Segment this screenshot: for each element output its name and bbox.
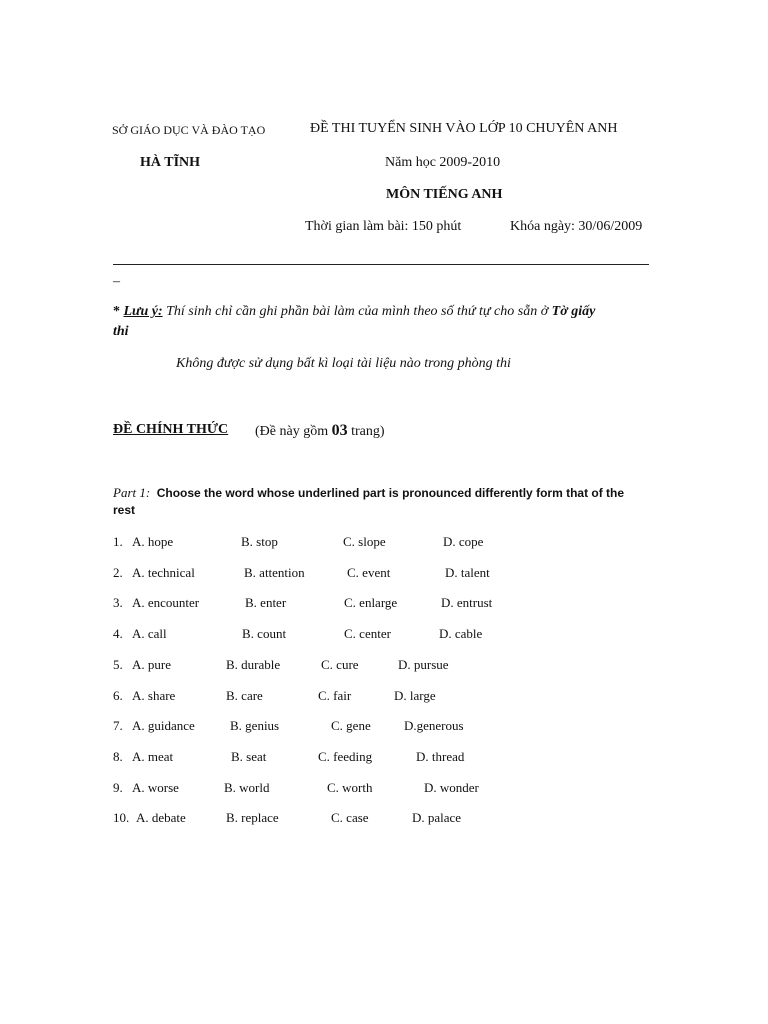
question-number: 9. <box>113 779 123 795</box>
note-line-1 <box>113 304 595 320</box>
question-number: 7. <box>113 718 123 734</box>
option-d: D. cable <box>439 626 483 642</box>
exam-date: Khóa ngày: 30/06/2009 <box>510 219 643 234</box>
school-year: Năm học 2009-2010 <box>385 155 501 170</box>
option-c: C. worth <box>327 779 373 795</box>
page-count-number: 03 <box>331 422 348 439</box>
official-label: ĐỀ CHÍNH THỨC <box>113 422 229 437</box>
question-number: 5. <box>113 656 123 672</box>
note-star: * <box>113 304 124 319</box>
part1-text: Choose the word whose underlined part is pronounced differently form that of the <box>156 486 625 500</box>
option-c: C. center <box>344 626 391 642</box>
option-c: C. case <box>331 810 369 826</box>
part1-text-cont: rest <box>113 503 136 517</box>
option-b: B. count <box>242 626 287 642</box>
department-name: SỞ GIÁO DỤC VÀ ĐÀO TẠO <box>112 123 266 137</box>
option-d: D. palace <box>412 810 462 826</box>
note-line-2: Không được sử dụng bất kì loại tài liệu nào trong phòng thi <box>176 356 511 371</box>
option-b: B. attention <box>244 564 305 580</box>
option-d: D. entrust <box>441 595 493 611</box>
option-d: D. thread <box>416 748 465 764</box>
option-a: A. worse <box>132 779 179 795</box>
exam-title: ĐỀ THI TUYỂN SINH VÀO LỚP 10 CHUYÊN ANH <box>310 121 618 136</box>
option-c: C. fair <box>318 687 352 703</box>
question-number: 1. <box>113 534 123 549</box>
page-count-suffix: trang) <box>347 424 385 439</box>
note-label: Lưu ý: <box>123 304 163 319</box>
question-number: 10. <box>113 810 130 826</box>
page-count <box>255 422 385 440</box>
question-number: 2. <box>113 564 123 580</box>
option-b: B. world <box>224 779 270 795</box>
question-number: 4. <box>113 626 123 642</box>
header-divider <box>113 264 649 265</box>
question-number: 8. <box>113 748 123 764</box>
subject-title: MÔN TIẾNG ANH <box>386 187 503 202</box>
option-a: A. hope <box>132 534 174 549</box>
part1-instruction <box>113 485 624 501</box>
option-c: C. enlarge <box>344 595 398 611</box>
note-answer-sheet: Tờ giấy <box>551 304 596 319</box>
note-answer-sheet-cont: thi <box>113 324 129 339</box>
option-c: C. feeding <box>318 748 373 764</box>
option-d: D. wonder <box>424 779 479 795</box>
option-d: D. large <box>394 687 436 703</box>
option-b: B. replace <box>226 810 279 826</box>
option-b: B. enter <box>245 595 287 611</box>
part1-label: Part 1: <box>113 485 151 500</box>
option-b: B. seat <box>231 748 267 764</box>
option-d: D.generous <box>404 718 464 734</box>
option-a: A. guidance <box>132 718 195 734</box>
option-a: A. technical <box>132 564 195 580</box>
note-text: Thí sinh chỉ cần ghi phần bài làm của mình theo số thứ tự cho sẵn ở <box>162 304 552 319</box>
option-a: A. share <box>132 687 176 703</box>
option-a: A. call <box>132 626 167 642</box>
option-c: C. gene <box>331 718 371 734</box>
option-b: B. genius <box>230 718 280 734</box>
option-b: B. care <box>226 687 263 703</box>
divider-dash: – <box>113 274 120 289</box>
option-a: A. debate <box>136 810 186 826</box>
question-number: 3. <box>113 595 123 611</box>
option-d: D. pursue <box>398 656 449 672</box>
option-c: C. cure <box>321 656 359 672</box>
option-b: B. durable <box>226 656 281 672</box>
option-b: B. stop <box>241 534 278 549</box>
province-name: HÀ TĨNH <box>140 155 201 170</box>
option-a: A. encounter <box>132 595 200 611</box>
exam-duration: Thời gian làm bài: 150 phút <box>305 219 462 234</box>
option-d: D. talent <box>445 564 490 580</box>
question-number: 6. <box>113 687 123 703</box>
option-c: C. slope <box>343 534 386 549</box>
option-d: D. cope <box>443 534 484 549</box>
option-c: C. event <box>347 564 391 580</box>
option-a: A. meat <box>132 748 174 764</box>
option-a: A. pure <box>132 656 171 672</box>
page-count-prefix: (Đề này gồm <box>255 424 332 439</box>
